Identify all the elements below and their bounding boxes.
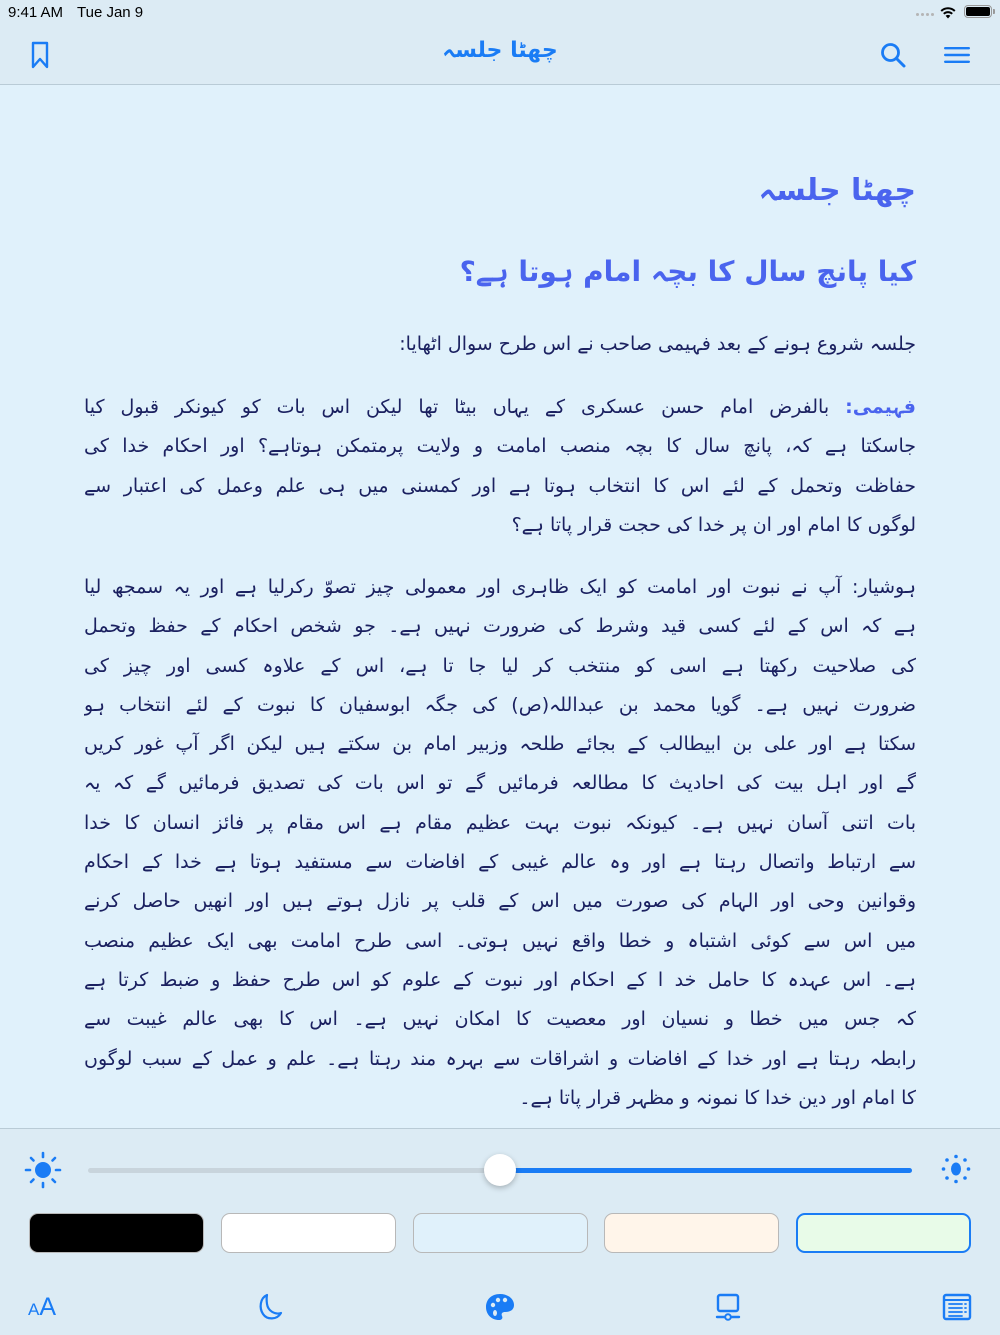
- layout-button[interactable]: [937, 1289, 977, 1325]
- menu-icon: [943, 45, 971, 65]
- night-mode-button[interactable]: [250, 1289, 290, 1325]
- text-line: ضرورت نہیں ہے۔ گویا محمد بن عبداللہ(ص) کی جگہ ابوسفیان کا نبوت کے لئے انتخاب ہو: [84, 693, 916, 716]
- text-line: کا امام اور دین خدا کا نمونہ و مظہر قرار پاتا ہے۔: [519, 1086, 916, 1109]
- reading-content[interactable]: [0, 85, 1000, 1128]
- text-line: کی صلاحیت رکھتا ہے اسی کو منتخب کر لیا جا تا ہے، اس کے علاوہ کسی اور چیز کی: [84, 654, 916, 677]
- paragraph-hoshyar: [84, 568, 916, 1118]
- text-line: [84, 388, 916, 427]
- palette-icon: [483, 1292, 517, 1322]
- text-line: میں اس سے کوئی اشتباہ و خطا واقع نہیں ہوتی۔ اسی طرح امامت بھی ایک عظیم منصب: [84, 929, 916, 952]
- reader-settings-panel: [0, 1128, 1000, 1335]
- text-line: ہے کہ اس کے لئے کسی قید وشرط کی ضرورت نہیں ہے۔ جو شخص احکام کے حفظ وتحمل: [84, 615, 916, 638]
- brightness-slider-fill: [500, 1168, 912, 1173]
- nav-title: چھٹا جلسہ: [442, 38, 558, 63]
- text-line: سکتا ہے اور علی بن ابیطالب کے بجائے طلحہ وزبیر امام بن سکتے ہیں لیکن اگر آپ غور کریں: [84, 733, 916, 756]
- chapter-title: چھٹا جلسہ: [758, 173, 916, 208]
- display-settings-icon: [713, 1292, 743, 1322]
- theme-swatch-blue[interactable]: [413, 1213, 588, 1253]
- text-line: بات اتنی آسان نہیں ہے۔ کیونکہ نبوت بہت عظیم مقام ہے اس مقام پر فائز انسان کا خدا: [84, 811, 916, 834]
- night-mode-icon: [255, 1292, 285, 1322]
- theme-swatch-sepia[interactable]: [604, 1213, 779, 1253]
- status-date: Tue Jan 9: [77, 4, 144, 21]
- navigation-bar: [0, 26, 1000, 85]
- bottom-toolbar: [0, 1279, 1000, 1335]
- text-line: حفاظت وتحمل کے لئے اس کا انتخاب ہوتا ہے اور کمسنی میں ہی علم وعمل کی اعتبار سے: [84, 474, 916, 497]
- sun-large-icon: [940, 1153, 972, 1185]
- search-button[interactable]: [876, 38, 910, 72]
- battery-icon: [964, 5, 992, 18]
- sun-small-icon: [24, 1151, 62, 1189]
- search-icon: [879, 41, 907, 69]
- brightness-row: [0, 1129, 1000, 1209]
- intro-paragraph: جلسہ شروع ہونے کے بعد فہیمی صاحب نے اس طرح سوال اٹھایا:: [399, 333, 916, 355]
- speaker-label: فہیمی:: [845, 396, 916, 418]
- text-line: کہ جس میں خطا و نسیان اور معصیت کا امکان نہیں ہے۔ اس کا بھی عالم غیبت سے: [84, 1008, 916, 1031]
- theme-swatch-black[interactable]: [29, 1213, 204, 1253]
- text-line: جاسکتا ہے کہ، پانچ سال کا بچہ منصب امامت و ولایت پرمتمکن ہوتاہے؟ اور احکام خدا کی: [84, 435, 916, 458]
- menu-button[interactable]: [940, 38, 974, 72]
- text-line-content: بالفرض امام حسن عسکری کے یہاں بیٹا تھا لیکن اس بات کو کیونکر قبول کیا: [84, 396, 830, 418]
- font-size-icon: AA: [27, 1292, 57, 1321]
- text-line: گے اور اہل بیت کی احادیث کا مطالعہ فرمائیں گے تو اس بات کی تصدیق فرمائیں گے کہ یہ: [84, 772, 916, 795]
- theme-palette-button[interactable]: [480, 1289, 520, 1325]
- theme-swatch-green[interactable]: [796, 1213, 971, 1253]
- paragraph-fahimi: [84, 388, 916, 545]
- text-line: رابطہ رہتا ہے اور خدا کے افاضات و اشراقات سے بہرہ مند رہتا ہے۔ علم و عمل کے سبب لوگوں: [84, 1047, 916, 1070]
- text-line: ہوشیار: آپ نے نبوت اور امامت کو ایک ظاہری اور معمولی چیز تصوّ رکرلیا ہے اور یہ سمجھ لیا: [84, 576, 916, 598]
- display-settings-button[interactable]: [708, 1289, 748, 1325]
- brightness-slider-thumb[interactable]: [484, 1154, 516, 1186]
- status-bar: [0, 0, 1000, 26]
- wifi-icon: [939, 6, 957, 19]
- text-line: ہے۔ اس عہدہ کا حامل خد ا کے احکام اور نبوت کے علوم کو اس طرح حفظ و ضبط کرتا ہے: [84, 968, 916, 991]
- cellular-signal-icon: [916, 13, 934, 16]
- theme-swatch-white[interactable]: [221, 1213, 396, 1253]
- font-size-button[interactable]: [22, 1289, 62, 1325]
- status-time: 9:41 AM: [8, 4, 64, 21]
- layout-icon: [942, 1292, 972, 1322]
- text-line: سے ارتباط واتصال رہتا ہے اور وہ عالم غیبی کے افاضات سے مستفید ہوتا ہے خدا کے احکام: [84, 851, 916, 874]
- theme-swatches: [29, 1213, 971, 1255]
- brightness-slider[interactable]: [88, 1168, 912, 1173]
- text-line: وقوانین وحی اور الہام کی صورت میں اس کے قلب پر نازل ہوتے ہیں اور انھیں حاصل کرنے: [84, 890, 916, 913]
- text-line: لوگوں کا امام اور ان پر خدا کی حجت قرار پاتا ہے؟: [511, 513, 916, 536]
- section-title: کیا پانچ سال کا بچہ امام ہوتا ہے؟: [459, 255, 916, 288]
